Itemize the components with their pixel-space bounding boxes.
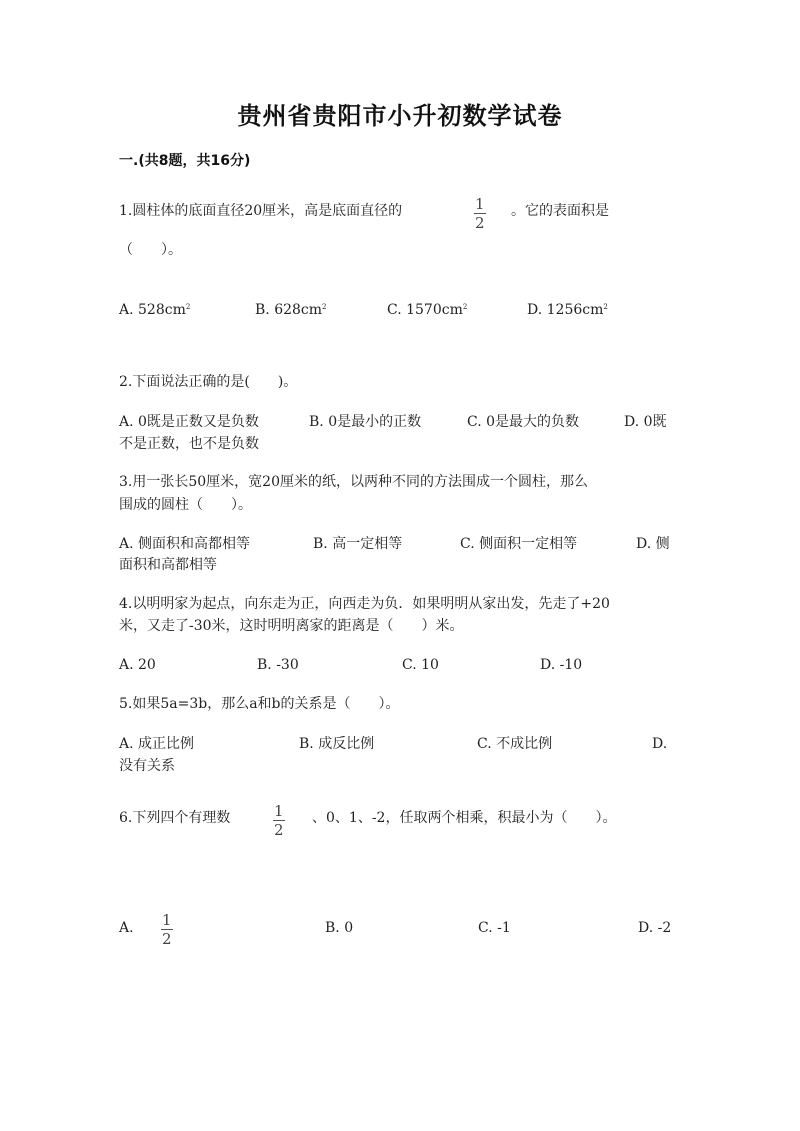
question-2-option-b[interactable]: B. 0是最小的正数 xyxy=(309,414,422,430)
question-5-option-a[interactable]: A. 成正比例 xyxy=(119,736,195,752)
question-5-option-d-cont: 没有关系 xyxy=(119,758,175,774)
question-3-text-1: 3.用一张长50厘米，宽20厘米的纸，以两种不同的方法围成一个圆柱，那么 xyxy=(119,474,588,490)
question-4-option-c[interactable]: C. 10 xyxy=(402,657,439,673)
question-1-text-a: 1.圆柱体的底面直径20厘米，高是底面直径的 xyxy=(119,203,403,219)
page-title: 贵州省贵阳市小升初数学试卷 xyxy=(237,102,563,130)
question-2-option-d-cont: 不是正数，也不是负数 xyxy=(119,436,259,452)
question-6-option-b[interactable]: B. 0 xyxy=(325,920,354,936)
question-2-option-a[interactable]: A. 0既是正数又是负数 xyxy=(119,414,259,430)
question-2-text: 2.下面说法正确的是( )。 xyxy=(119,374,298,390)
question-6-option-c[interactable]: C. -1 xyxy=(478,920,511,936)
question-6-option-a[interactable]: A. xyxy=(119,920,134,936)
question-4-option-d[interactable]: D. -10 xyxy=(540,657,583,673)
question-4-text-1: 4.以明明家为起点，向东走为正，向西走为负．如果明明从家出发，先走了+20 xyxy=(119,596,610,612)
question-6-text-b: 、0、1、-2，任取两个相乘，积最小为（ ）。 xyxy=(312,810,617,826)
section-heading: 一.(共8题，共16分) xyxy=(119,153,251,169)
question-1-option-b[interactable]: B. $628cm^2$ xyxy=(255,302,327,318)
question-1-text-b: 。它的表面积是 xyxy=(511,203,609,219)
question-2-option-c[interactable]: C. 0是最大的负数 xyxy=(467,414,580,430)
question-5-text: 5.如果5a=3b，那么a和b的关系是（ ）。 xyxy=(119,696,400,712)
question-1-text-c: （ ）。 xyxy=(119,242,182,258)
fraction-one-half: 1 2 xyxy=(162,911,172,948)
question-5-option-b[interactable]: B. 成反比例 xyxy=(299,736,375,752)
question-3-option-c[interactable]: C. 侧面积一定相等 xyxy=(460,536,578,552)
question-3-text-2: 围成的圆柱（ ）。 xyxy=(119,497,252,513)
question-6-option-d[interactable]: D. -2 xyxy=(638,920,672,936)
question-5-option-c[interactable]: C. 不成比例 xyxy=(477,736,553,752)
fraction-one-half: 1 2 xyxy=(274,802,284,839)
question-4-option-a[interactable]: A. 20 xyxy=(119,657,156,673)
question-2-option-d[interactable]: D. 0既 xyxy=(624,414,667,430)
question-3-option-a[interactable]: A. 侧面积和高都相等 xyxy=(119,536,251,552)
question-3-option-d-cont: 面积和高都相等 xyxy=(119,557,217,573)
question-3-option-d[interactable]: D. 侧 xyxy=(636,536,670,552)
question-1-option-d[interactable]: D. $1256cm^2$ xyxy=(527,302,608,318)
question-4-text-2: 米，又走了-30米，这时明明离家的距离是（ ）米。 xyxy=(119,618,464,634)
question-3-option-b[interactable]: B. 高一定相等 xyxy=(313,536,403,552)
question-1-option-c[interactable]: C. $1570cm^2$ xyxy=(387,302,468,318)
fraction-one-half: 1 2 xyxy=(475,195,485,232)
question-4-option-b[interactable]: B. -30 xyxy=(257,657,299,673)
question-1-option-a[interactable]: A. $528cm^2$ xyxy=(119,302,191,318)
question-6-text-a: 6.下列四个有理数 xyxy=(119,810,231,826)
question-5-option-d[interactable]: D. xyxy=(652,736,668,752)
